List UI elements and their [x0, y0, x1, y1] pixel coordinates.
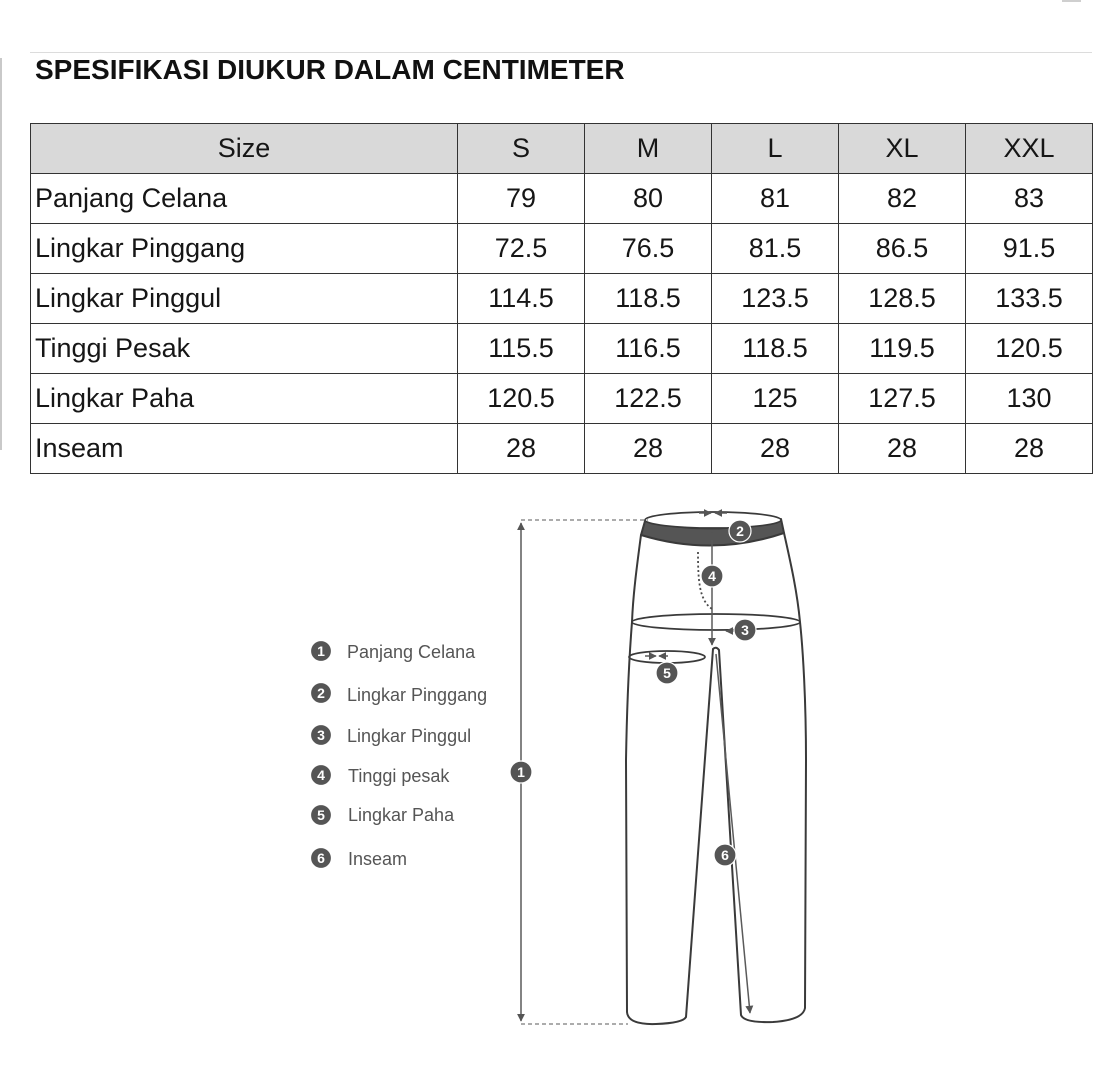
- table-row-tinggi-pesak: [31, 324, 1093, 374]
- legend-item-lingkar-pinggang: [311, 683, 488, 706]
- value-cell-l: 118.5: [712, 324, 839, 374]
- value-cell-xxl: 133.5: [966, 274, 1093, 324]
- marker-lingkar-pinggul: [734, 619, 756, 641]
- value-cell-m: 28: [585, 424, 712, 474]
- value-cell-m: 76.5: [585, 224, 712, 274]
- marker-number: 2: [736, 523, 744, 539]
- legend-item-lingkar-paha: [311, 805, 456, 826]
- value-cell-l: 125: [712, 374, 839, 424]
- left-edge-line: [0, 58, 2, 450]
- marker-lingkar-pinggang: [729, 520, 751, 542]
- table-row-lingkar-pinggang: [31, 224, 1093, 274]
- size-table: [30, 123, 1093, 474]
- legend-label: Lingkar Pinggang: [347, 685, 488, 705]
- measurement-guides: [521, 513, 750, 1024]
- header-l: L: [712, 124, 839, 174]
- legend-marker-number: 5: [317, 807, 325, 823]
- legend-marker-number: 4: [317, 767, 325, 783]
- header-m: M: [585, 124, 712, 174]
- header-xxl: XXL: [966, 124, 1093, 174]
- pants-measurement-diagram: [0, 490, 1118, 1080]
- marker-tinggi-pesak: [701, 565, 723, 587]
- marker-lingkar-paha: [656, 662, 678, 684]
- value-cell-xxl: 91.5: [966, 224, 1093, 274]
- legend-item-tinggi-pesak: [311, 765, 451, 787]
- row-label: Tinggi Pesak: [31, 324, 458, 374]
- legend-label: Inseam: [348, 849, 408, 869]
- table-header-row: [31, 124, 1093, 174]
- table-row-lingkar-paha: [31, 374, 1093, 424]
- value-cell-l: 28: [712, 424, 839, 474]
- pants-illustration: [626, 512, 806, 1024]
- marker-number: 4: [708, 568, 716, 584]
- legend-marker-number: 2: [317, 685, 325, 701]
- top-right-dash: [1062, 0, 1081, 2]
- hip-line: [632, 614, 800, 630]
- pants-outline: [626, 533, 806, 1024]
- row-label: Lingkar Paha: [31, 374, 458, 424]
- marker-number: 1: [517, 764, 525, 780]
- legend-label: Tinggi pesak: [348, 766, 450, 786]
- value-cell-xxl: 120.5: [966, 324, 1093, 374]
- value-cell-xl: 128.5: [839, 274, 966, 324]
- legend-label: Lingkar Pinggul: [347, 726, 472, 746]
- value-cell-xxl: 28: [966, 424, 1093, 474]
- legend: [311, 641, 488, 870]
- row-label: Lingkar Pinggul: [31, 274, 458, 324]
- value-cell-m: 122.5: [585, 374, 712, 424]
- table-row-lingkar-pinggul: [31, 274, 1093, 324]
- value-cell-s: 28: [458, 424, 585, 474]
- value-cell-xxl: 83: [966, 174, 1093, 224]
- value-cell-m: 116.5: [585, 324, 712, 374]
- value-cell-xl: 28: [839, 424, 966, 474]
- row-label: Panjang Celana: [31, 174, 458, 224]
- value-cell-s: 114.5: [458, 274, 585, 324]
- marker-panjang-celana: [510, 761, 532, 783]
- table-row-inseam: [31, 424, 1093, 474]
- marker-number: 3: [741, 622, 749, 638]
- header-xl: XL: [839, 124, 966, 174]
- spec-title-box: [30, 52, 1092, 123]
- value-cell-xl: 119.5: [839, 324, 966, 374]
- spec-title: SPESIFIKASI DIUKUR DALAM CENTIMETER: [35, 54, 625, 85]
- value-cell-l: 123.5: [712, 274, 839, 324]
- legend-marker-number: 1: [317, 643, 325, 659]
- row-label: Lingkar Pinggang: [31, 224, 458, 274]
- thigh-line: [629, 651, 705, 663]
- row-label: Inseam: [31, 424, 458, 474]
- value-cell-xl: 82: [839, 174, 966, 224]
- legend-marker-number: 6: [317, 850, 325, 866]
- value-cell-s: 115.5: [458, 324, 585, 374]
- legend-item-lingkar-pinggul: [311, 725, 472, 747]
- table-row-panjang-celana: [31, 174, 1093, 224]
- value-cell-s: 72.5: [458, 224, 585, 274]
- value-cell-l: 81: [712, 174, 839, 224]
- marker-number: 6: [721, 847, 729, 863]
- value-cell-xl: 86.5: [839, 224, 966, 274]
- legend-label: Panjang Celana: [347, 642, 476, 662]
- value-cell-m: 80: [585, 174, 712, 224]
- value-cell-s: 79: [458, 174, 585, 224]
- header-s: S: [458, 124, 585, 174]
- value-cell-xxl: 130: [966, 374, 1093, 424]
- value-cell-xl: 127.5: [839, 374, 966, 424]
- legend-marker-number: 3: [317, 727, 325, 743]
- legend-item-panjang-celana: [311, 641, 477, 663]
- value-cell-s: 120.5: [458, 374, 585, 424]
- header-size: Size: [31, 124, 458, 174]
- legend-item-inseam: [311, 848, 408, 870]
- value-cell-m: 118.5: [585, 274, 712, 324]
- marker-inseam: [714, 844, 736, 866]
- inseam-dimension-line: [716, 654, 750, 1013]
- value-cell-l: 81.5: [712, 224, 839, 274]
- legend-label: Lingkar Paha: [348, 805, 455, 825]
- marker-number: 5: [663, 665, 671, 681]
- waistband-top: [645, 512, 781, 528]
